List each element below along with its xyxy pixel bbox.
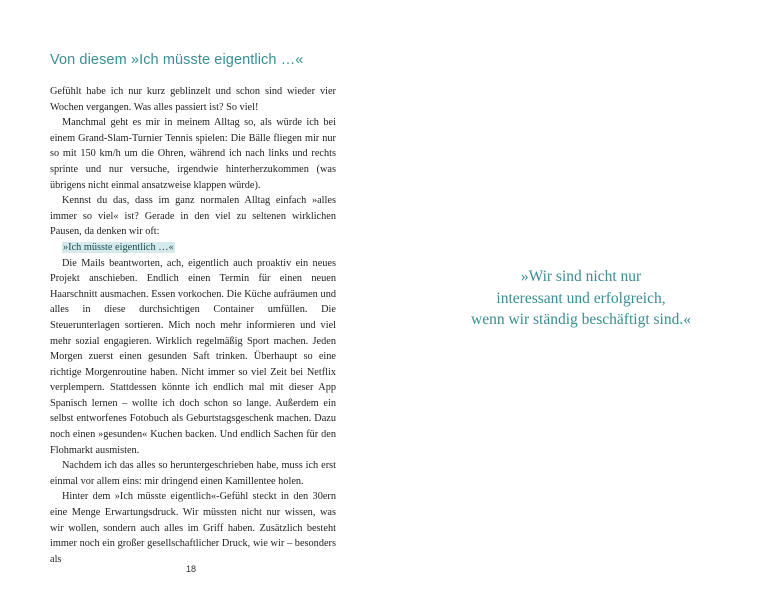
paragraph: Nachdem ich das alles so heruntergeschrieben habe, muss ich erst einmal vor allem eins: mir dringend einen Kamillentee holen.	[50, 460, 336, 487]
pull-quote	[426, 266, 736, 331]
pull-quote-line: »Wir sind nicht nur	[520, 268, 642, 285]
paragraph: Die Mails beantworten, ach, eigentlich auch proaktiv ein neues Projekt anschieben. Endlich einen Termin für einen neuen Haarschnitt ausmachen. Essen vorkochen. Die Küche aufräumen und alles in diese durchsichtigen Container umfüllen. Die Steuerunterlagen sortieren. Mich noch mehr informieren und viel mehr sozial engagieren. Wirklich regelmäßig Sport machen. Jeden Morgen zuerst einen gesunden Saft trinken. Überhaupt so eine richtige Morgenroutine haben. Nicht immer so viel Zeit bei Netflix verplempern. Stattdessen könnte ich endlich mal mit dieser App Spanisch lernen – wollte ich doch schon so lange. Außerdem ein selbst entworfenes Fotobuch als Geburtstagsgeschenk machen. Dazu noch einen »gesunden« Kuchen backen. Und endlich Sachen für den Flohmarkt ausmisten.	[50, 257, 336, 456]
pull-quote-line: interessant und erfolgreich,	[496, 289, 666, 307]
chapter-heading: Von diesem »Ich müsste eigentlich …«	[50, 52, 304, 68]
paragraph: Manchmal geht es mir in meinem Alltag so, als würde ich bei einem Grand-Slam-Turnier Tennis spielen: Die Bälle fliegen mir nur so mit 150 km/h um die Ohren, während ich nach links und rechts sprinte und nur versuche, irgendwie hinterherzukommen (was übrigens nicht einmal ansatzweise klappen würde).	[50, 117, 336, 191]
paragraph: Hinter dem »Ich müsste eigentlich«-Gefühl steckt in den 30ern eine Menge Erwartungsdruck. Wir müssten nicht nur wissen, was wir wollen, sondern auch alles im Griff haben. Zusätzlich besteht immer noch ein großer gesellschaftlicher Druck, wie wir – besonders als	[50, 491, 336, 565]
paragraph: Gefühlt habe ich nur kurz geblinzelt und schon sind wieder vier Wochen vergangen. Was alles passiert ist? So viel!	[50, 86, 336, 113]
highlighted-quote-paragraph	[50, 240, 336, 256]
right-page	[386, 0, 771, 600]
page-number: 18	[186, 564, 197, 574]
paragraph: Kennst du das, dass im ganz normalen Alltag einfach »alles immer so viel« ist? Gerade in den viel zu seltenen wirklichen Pausen, da denken wir oft:	[50, 195, 336, 238]
pull-quote-line: wenn wir ständig beschäftigt sind.«	[471, 311, 691, 328]
body-text	[50, 84, 336, 567]
highlighted-quote: »Ich müsste eigentlich …«	[63, 241, 174, 253]
